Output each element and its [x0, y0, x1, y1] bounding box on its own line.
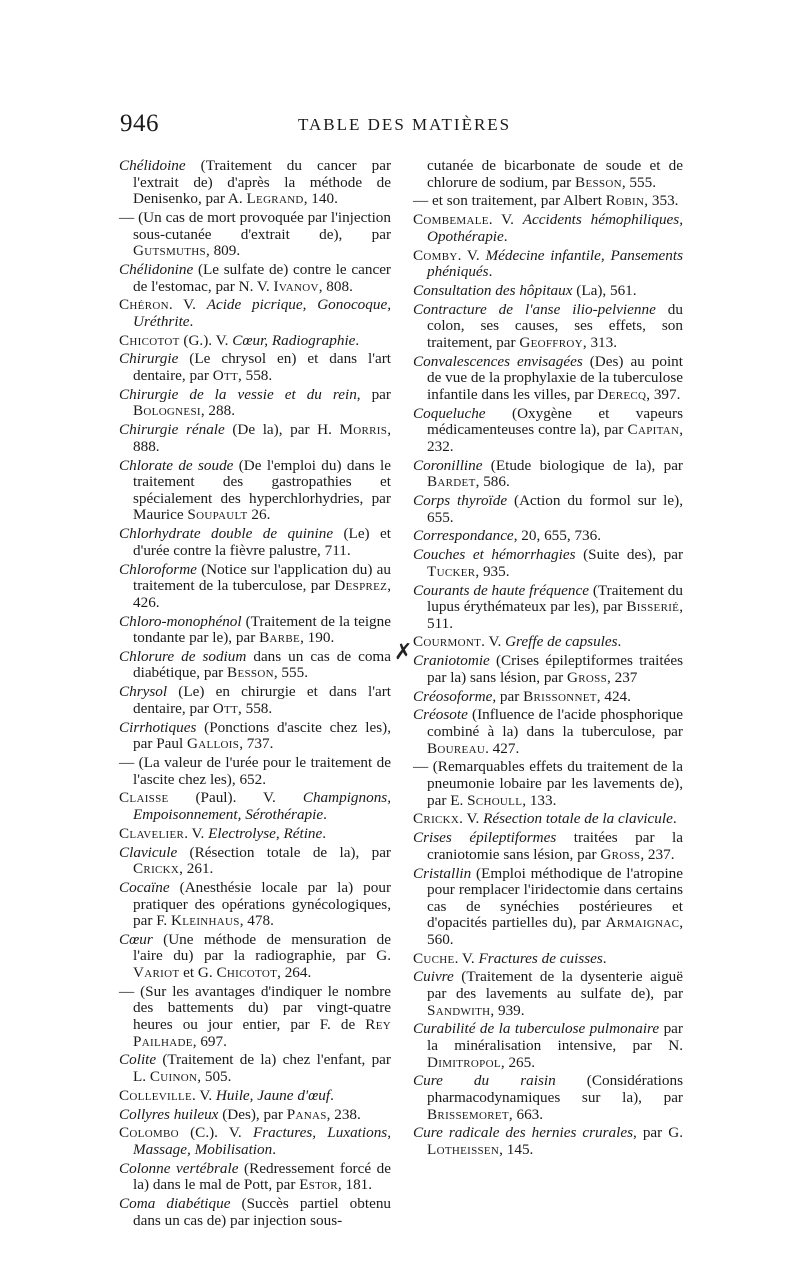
index-entry: Cirrhotiques (Ponctions d'ascite chez les), par Paul Gallois, 737. — [119, 718, 391, 753]
index-entry: Chlorhydrate double de quinine (Le) et d'urée contre la fièvre palustre, 711. — [119, 525, 391, 559]
index-entry: Chrysol (Le) en chirurgie et dans l'art dentaire, par Ott, 558. — [119, 683, 391, 717]
index-entry: Clavicule (Résection totale de la), par Crickx, 261. — [119, 843, 391, 878]
index-entry: Courants de haute fréquence (Traitement du lupus érythémateux par les), par Bisserié, 511. — [413, 581, 683, 632]
index-entry: Chicotot (G.). V. Cœur, Radiographie. — [119, 331, 360, 349]
index-entry: Courmont. V. Greffe de capsules. — [413, 633, 622, 651]
index-entry: Coronilline (Etude biologique de la), par Bardet, 586. — [413, 456, 683, 491]
index-entry: — et son traitement, par Albert Robin, 353. — [413, 192, 679, 210]
index-entry: Corps thyroïde (Action du formol sur le), 655. — [413, 491, 683, 526]
index-entry: Combemale. V. Accidents hémophiliques, Opothérapie. — [413, 211, 684, 245]
index-column-right — [413, 158, 683, 1161]
index-entry: Cuche. V. Fractures de cuisses. — [413, 949, 607, 967]
index-entry: Chloro-monophénol (Traitement de la teigne tondante par le), par Barbe, 190. — [119, 612, 391, 647]
index-entry: — (Sur les avantages d'indiquer le nombre des battements du) par vingt-quatre heures ou jour entier, par F. de Rey Pailhade, 697. — [119, 982, 391, 1050]
index-entry: Créosote (Influence de l'acide phosphorique combiné à la) dans la tuberculose, par Boureau. 427. — [413, 706, 683, 757]
index-entry: Contracture de l'anse ilio-pelvienne du colon, ses causes, ses effets, son traitement, par Geoffroy, 313. — [413, 300, 683, 351]
index-entry: Cure du raisin (Considérations pharmacodynamiques sur la), par Brissemoret, 663. — [413, 1072, 683, 1123]
index-entry: Créosoforme, par Brissonnet, 424. — [413, 687, 631, 705]
index-entry: Convalescences envisagées (Des) au point de vue de la prophylaxie de la tuberculose infantile dans les villes, par Derecq, 397. — [413, 352, 683, 403]
index-entry: Clavelier. V. Electrolyse, Rétine. — [119, 824, 327, 842]
index-entry: Comby. V. Médecine infantile, Pansements phéniqués. — [413, 246, 683, 281]
index-entry: Cristallin (Emploi méthodique de l'atropine pour remplacer l'iridectomie dans certains cas de synéchies postérieures et d'opacités partielles du), par Armaignac, 560. — [413, 864, 683, 948]
index-entry: — (Remarquables effets du traitement de la pneumonie lobaire par les lavements de), par E. Schoull, 133. — [413, 758, 683, 809]
index-entry: Correspondance, 20, 655, 736. — [413, 527, 602, 545]
index-entry: Chirurgie (Le chrysol en) et dans l'art dentaire, par Ott, 558. — [119, 350, 391, 385]
index-entry: Chlorate de soude (De l'emploi du) dans le traitement des gastropathies et spécialement des hyperchlorhydries, par Maurice Soupault 26. — [119, 456, 391, 524]
index-entry: Coqueluche (Oxygène et vapeurs médicamenteuses contre la), par Capitan, 232. — [413, 404, 683, 455]
index-entry: Cœur (Une méthode de mensuration de l'aire du) par la radiographie, par G. Variot et G. Chicotot, 264. — [119, 930, 391, 982]
index-entry: Chlorure de sodium dans un cas de coma diabétique, par Besson, 555. — [119, 647, 391, 682]
index-entry: Chirurgie rénale (De la), par H. Morris, 888. — [119, 421, 391, 455]
margin-annotation-mark: ✗ — [394, 640, 413, 665]
running-title: TABLE DES MATIÈRES — [298, 115, 512, 134]
index-entry: Cure radicale des hernies crurales, par G. Lotheissen, 145. — [413, 1124, 683, 1158]
index-entry: — (Un cas de mort provoquée par l'injection sous-cutanée d'extrait de), par Gutsmuths, 809. — [119, 208, 391, 260]
index-entry: Colonne vertébrale (Redressement forcé de la) dans le mal de Pott, par Estor, 181. — [119, 1159, 391, 1194]
index-entry: Colite (Traitement de la) chez l'enfant, par L. Cuinon, 505. — [119, 1051, 391, 1085]
index-entry: Collyres huileux (Des), par Panas, 238. — [119, 1105, 361, 1123]
page-number: 946 — [120, 110, 159, 137]
index-entry: Chéron. V. Acide picrique, Gonocoque, Uréthrite. — [119, 296, 392, 330]
index-entry: Chélidoine (Traitement du cancer par l'extrait de) d'après la méthode de Denisenko, par A. Legrand, 140. — [119, 157, 391, 208]
index-entry: Chélidonine (Le sulfate de) contre le cancer de l'estomac, par N. V. Ivanov, 808. — [119, 260, 391, 295]
index-entry: Curabilité de la tuberculose pulmonaire par la minéralisation intensive, par N. Dimitropol, 265. — [413, 1020, 683, 1071]
index-entry: Cuivre (Traitement de la dysenterie aiguë par des lavements au sulfate de), par Sandwith, 939. — [413, 968, 683, 1019]
index-entry: — (La valeur de l'urée pour le traitement de l'ascite chez les), 652. — [119, 754, 391, 788]
index-entry: Craniotomie (Crises épileptiformes traitées par la) sans lésion, par Gross, 237 — [413, 652, 683, 686]
index-entry: Couches et hémorrhagies (Suite des), par Tucker, 935. — [413, 546, 684, 580]
index-entry: Claisse (Paul). V. Champignons, Empoisonnement, Sérothérapie. — [119, 789, 391, 823]
index-entry: Colleville. V. Huile, Jaune d'œuf. — [119, 1086, 334, 1104]
index-column-left — [119, 158, 391, 1231]
index-entry: Coma diabétique (Succès partiel obtenu dans un cas de) par injection sous- — [119, 1195, 392, 1229]
index-entry: Chloroforme (Notice sur l'application du) au traitement de la tuberculose, par Desprez, 426. — [119, 560, 391, 611]
index-entry: Chirurgie de la vessie et du rein, par Bolognesi, 288. — [119, 385, 391, 420]
index-entry: Crickx. V. Résection totale de la clavicule. — [413, 810, 677, 828]
index-entry: cutanée de bicarbonate de soude et de chlorure de sodium, par Besson, 555. — [427, 157, 683, 191]
index-entry: Consultation des hôpitaux (La), 561. — [413, 281, 637, 299]
index-entry: Colombo (C.). V. Fractures, Luxations, Massage, Mobilisation. — [119, 1124, 391, 1158]
index-entry: Crises épileptiformes traitées par la craniotomie sans lésion, par Gross, 237. — [413, 829, 683, 863]
index-entry: Cocaïne (Anesthésie locale par la) pour pratiquer des opérations gynécologiques, par F. Kleinhaus, 478. — [119, 878, 391, 930]
